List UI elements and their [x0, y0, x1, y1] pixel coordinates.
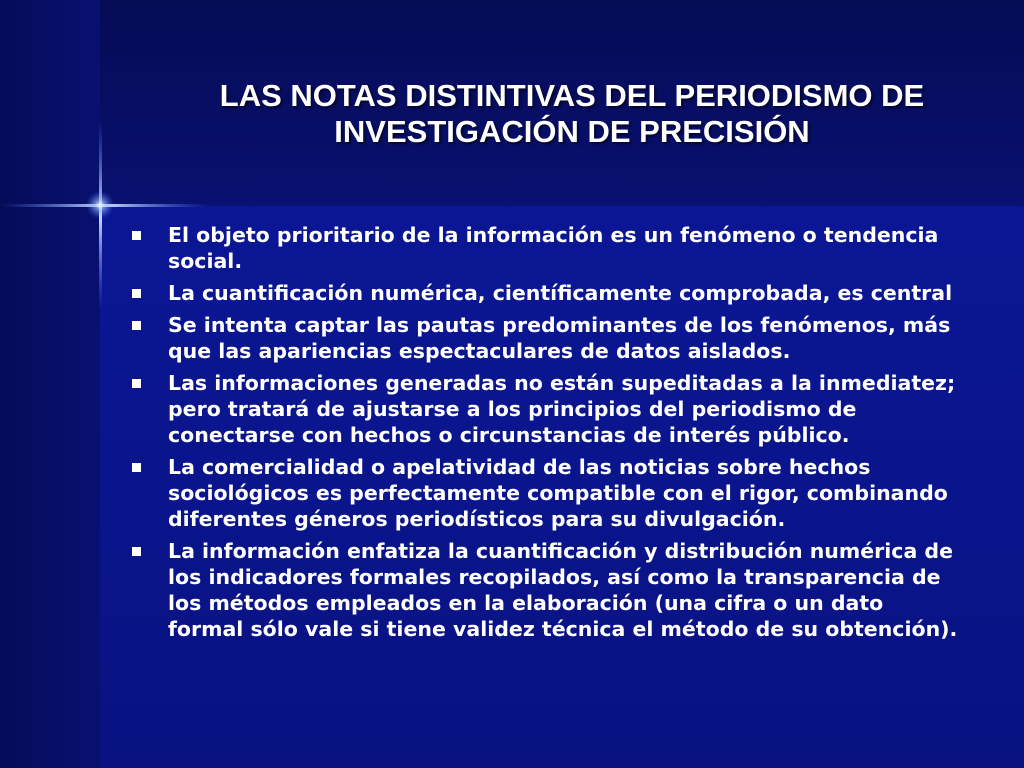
left-band: [0, 0, 100, 768]
bullet-text: Las informaciones generadas no están supeditadas a la inmediatez; pero tratará de ajustarse a los principios del periodismo de conectarse con hechos o circunstancias de interés público.: [168, 371, 956, 447]
square-bullet-icon: [132, 321, 141, 330]
bullet-text: El objeto prioritario de la información es un fenómeno o tendencia social.: [168, 223, 939, 273]
bullet-item-6: [128, 538, 958, 642]
bullet-item-2: [128, 280, 958, 306]
square-bullet-icon: [132, 289, 141, 298]
bullet-item-3: [128, 312, 958, 364]
slide-title-line-1: LAS NOTAS DISTINTIVAS DEL PERIODISMO DE: [219, 78, 925, 113]
square-bullet-icon: [132, 463, 141, 472]
square-bullet-icon: [132, 547, 141, 556]
slide-title-line-2: INVESTIGACIÓN DE PRECISIÓN: [334, 114, 810, 149]
slide-title: [100, 78, 1024, 150]
bullet-text: Se intenta captar las pautas predominantes de los fenómenos, más que las apariencias espectaculares de datos aislados.: [168, 313, 951, 363]
bullet-item-1: [128, 222, 958, 274]
square-bullet-icon: [132, 379, 141, 388]
bullet-text: La información enfatiza la cuantificación y distribución numérica de los indicadores formales recopilados, así como la transparencia de los métodos empleados en la elaboración (una cifra o un dato formal sólo vale si tiene validez técnica el método de su obtención).: [168, 539, 958, 641]
bullet-text: La comercialidad o apelatividad de las noticias sobre hechos sociológicos es perfectamente compatible con el rigor, combinando diferentes géneros periodísticos para su divulgación.: [168, 455, 948, 531]
square-bullet-icon: [132, 231, 141, 240]
bullet-item-4: [128, 370, 958, 448]
bullet-list: [128, 222, 958, 648]
bullet-text: La cuantificación numérica, científicamente comprobada, es central: [168, 281, 953, 305]
bullet-item-5: [128, 454, 958, 532]
